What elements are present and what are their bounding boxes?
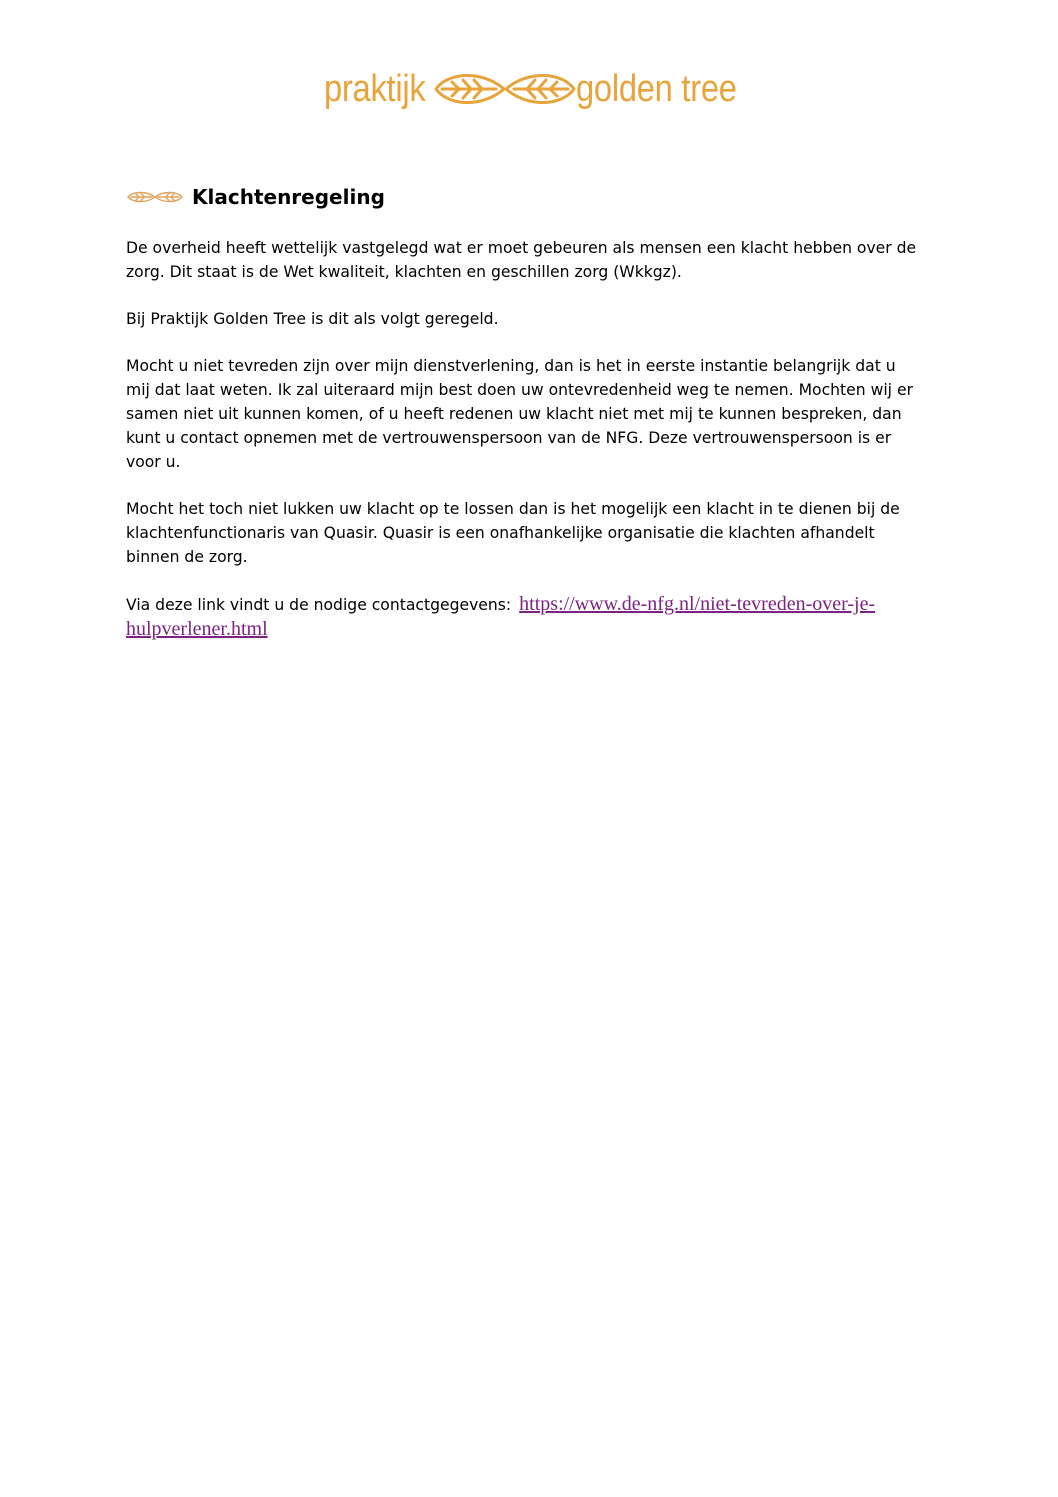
logo-word-golden-tree: golden tree	[576, 68, 737, 110]
document-body	[126, 236, 938, 665]
praktijk-golden-tree-logo	[322, 64, 742, 116]
leaves-logo-icon	[432, 66, 578, 112]
nfg-contact-link[interactable]: https://www.de-nfg.nl/niet-tevreden-over-je-hulpverlener.html	[126, 593, 876, 640]
page-title: Klachtenregeling	[192, 185, 385, 209]
contact-intro: Via deze link vindt u de nodige contactgegevens:	[126, 596, 512, 614]
logo-word-praktijk: praktijk	[324, 68, 426, 110]
leaves-icon	[127, 189, 183, 205]
paragraph-quasir: Mocht het toch niet lukken uw klacht op te lossen dan is het mogelijk een klacht in te dienen bij de klachtenfunctionaris van Quasir. Quasir is een onafhankelijke organisatie die klachten afhandelt binnen de zorg.	[126, 500, 900, 566]
paragraph-contact	[126, 592, 938, 642]
paragraph-regeling: Bij Praktijk Golden Tree is dit als volgt geregeld.	[126, 310, 499, 328]
paragraph-ontevreden: Mocht u niet tevreden zijn over mijn dienstverlening, dan is het in eerste instantie belangrijk dat u mij dat laat weten. Ik zal uiteraard mijn best doen uw ontevredenheid weg te nemen. Mochten wij er samen niet uit kunnen komen, of u heeft redenen uw klacht niet met mij te kunnen bespreken, dan kunt u contact opnemen met de vertrouwenspersoon van de NFG. Deze vertrouwenspersoon is er voor u.	[126, 357, 913, 471]
paragraph-wkkgz: De overheid heeft wettelijk vastgelegd wat er moet gebeuren als mensen een klacht hebben over de zorg. Dit staat is de Wet kwaliteit, klachten en geschillen zorg (Wkkgz).	[126, 239, 917, 281]
